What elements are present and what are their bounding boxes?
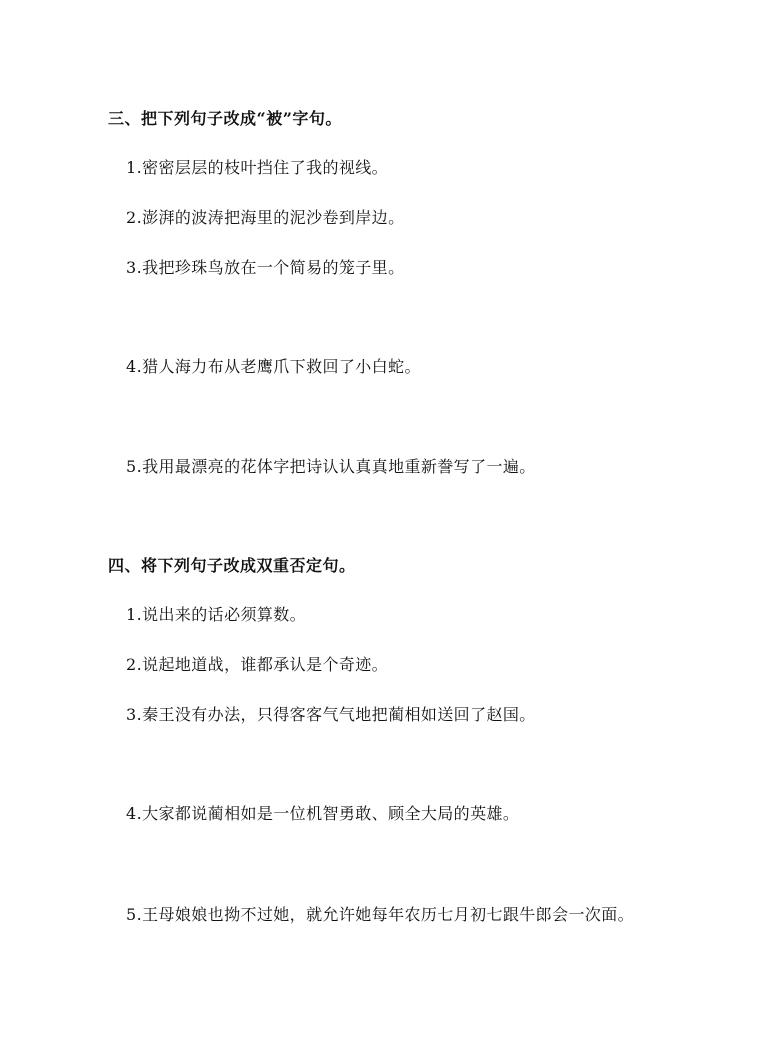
section-4-item-5: 5.王母娘娘也拗不过她，就允许她每年农历七月初七跟牛郎会一次面。 xyxy=(126,905,635,924)
section-3-heading: 三、把下列句子改成“被”字句。 xyxy=(108,109,342,128)
section-4-heading: 四、将下列句子改成双重否定句。 xyxy=(108,556,356,575)
section-3-item-2: 2.澎湃的波涛把海里的泥沙卷到岸边。 xyxy=(126,208,405,227)
section-4-item-4: 4.大家都说蔺相如是一位机智勇敢、顾全大局的英雄。 xyxy=(126,804,520,823)
section-4-item-2: 2.说起地道战，谁都承认是个奇迹。 xyxy=(126,655,389,674)
section-3-item-4: 4.猎人海力布从老鹰爪下救回了小白蛇。 xyxy=(126,357,421,376)
section-3-item-3: 3.我把珍珠鸟放在一个简易的笼子里。 xyxy=(126,258,405,277)
section-4-item-1: 1.说出来的话必须算数。 xyxy=(126,605,307,624)
section-3-item-1: 1.密密层层的枝叶挡住了我的视线。 xyxy=(126,158,389,177)
section-3-item-5: 5.我用最漂亮的花体字把诗认认真真地重新誊写了一遍。 xyxy=(126,457,536,476)
section-4-item-3: 3.秦王没有办法，只得客客气气地把蔺相如送回了赵国。 xyxy=(126,705,536,724)
